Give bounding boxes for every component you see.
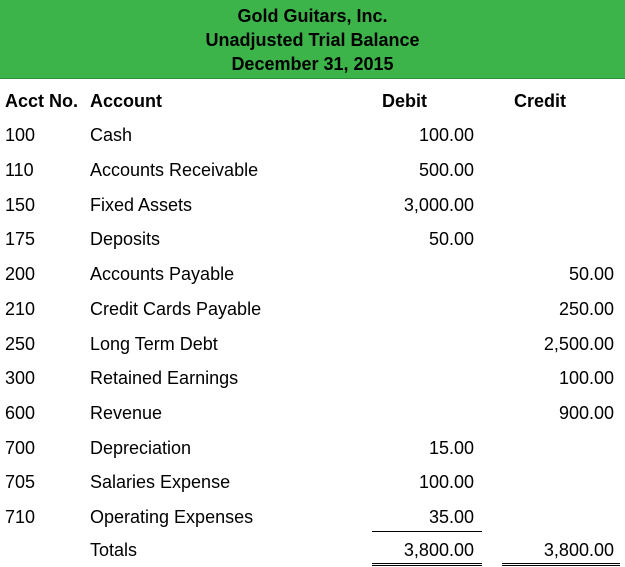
acct-no-cell: 250 (5, 334, 36, 354)
column-header-acct-no: Acct No. (5, 91, 79, 111)
report-date: December 31, 2015 (231, 54, 394, 74)
debit-cell: 50.00 (428, 229, 474, 249)
account-cell: Retained Earnings (90, 368, 239, 388)
company-name: Gold Guitars, Inc. (237, 6, 388, 26)
account-cell: Fixed Assets (90, 195, 193, 215)
credit-cell: 50.00 (568, 264, 614, 284)
table-row (0, 396, 625, 430)
acct-no-cell: 110 (5, 160, 34, 180)
credit-cell: 900.00 (558, 403, 614, 423)
acct-no-cell: 700 (5, 438, 36, 458)
report-title: Unadjusted Trial Balance (205, 30, 420, 50)
total-credit: 3,800.00 (543, 540, 614, 560)
credit-cell: 2,500.00 (543, 334, 614, 354)
acct-no-cell: 200 (5, 264, 36, 284)
subtotal-rule (372, 531, 482, 532)
column-header-account: Account (90, 91, 162, 111)
report-header (0, 0, 625, 79)
debit-cell: 15.00 (428, 438, 474, 458)
acct-no-cell: 150 (5, 195, 36, 215)
totals-label: Totals (90, 540, 138, 560)
table-row (0, 153, 625, 187)
column-header-credit: Credit (514, 91, 567, 111)
credit-cell: 100.00 (558, 368, 614, 388)
account-cell: Credit Cards Payable (90, 299, 262, 319)
acct-no-cell: 100 (5, 125, 36, 145)
acct-no-cell: 210 (5, 299, 36, 319)
column-header-debit: Debit (382, 91, 427, 111)
table-row (0, 257, 625, 291)
debit-double-rule-top (372, 563, 482, 564)
table-row (0, 500, 625, 534)
debit-cell: 100.00 (418, 472, 474, 492)
table-row (0, 465, 625, 499)
account-cell: Deposits (90, 229, 161, 249)
table-row (0, 327, 625, 361)
table-row (0, 222, 625, 256)
acct-no-cell: 300 (5, 368, 36, 388)
credit-double-rule-top (502, 563, 620, 564)
debit-cell: 35.00 (428, 507, 474, 527)
table-row (0, 431, 625, 465)
totals-row (0, 533, 625, 567)
account-cell: Depreciation (90, 438, 192, 458)
account-cell: Accounts Receivable (90, 160, 259, 180)
acct-no-cell: 600 (5, 403, 36, 423)
table-row (0, 188, 625, 222)
account-cell: Operating Expenses (90, 507, 254, 527)
credit-cell: 250.00 (558, 299, 614, 319)
account-cell: Long Term Debt (90, 334, 218, 354)
account-cell: Accounts Payable (90, 264, 235, 284)
account-cell: Revenue (90, 403, 163, 423)
acct-no-cell: 175 (5, 229, 36, 249)
total-debit: 3,800.00 (403, 540, 474, 560)
account-cell: Salaries Expense (90, 472, 231, 492)
debit-cell: 3,000.00 (403, 195, 474, 215)
account-cell: Cash (90, 125, 133, 145)
table-row (0, 118, 625, 152)
debit-cell: 100.00 (418, 125, 474, 145)
table-row (0, 292, 625, 326)
table-row (0, 361, 625, 395)
acct-no-cell: 710 (5, 507, 36, 527)
acct-no-cell: 705 (5, 472, 36, 492)
debit-cell: 500.00 (418, 160, 474, 180)
